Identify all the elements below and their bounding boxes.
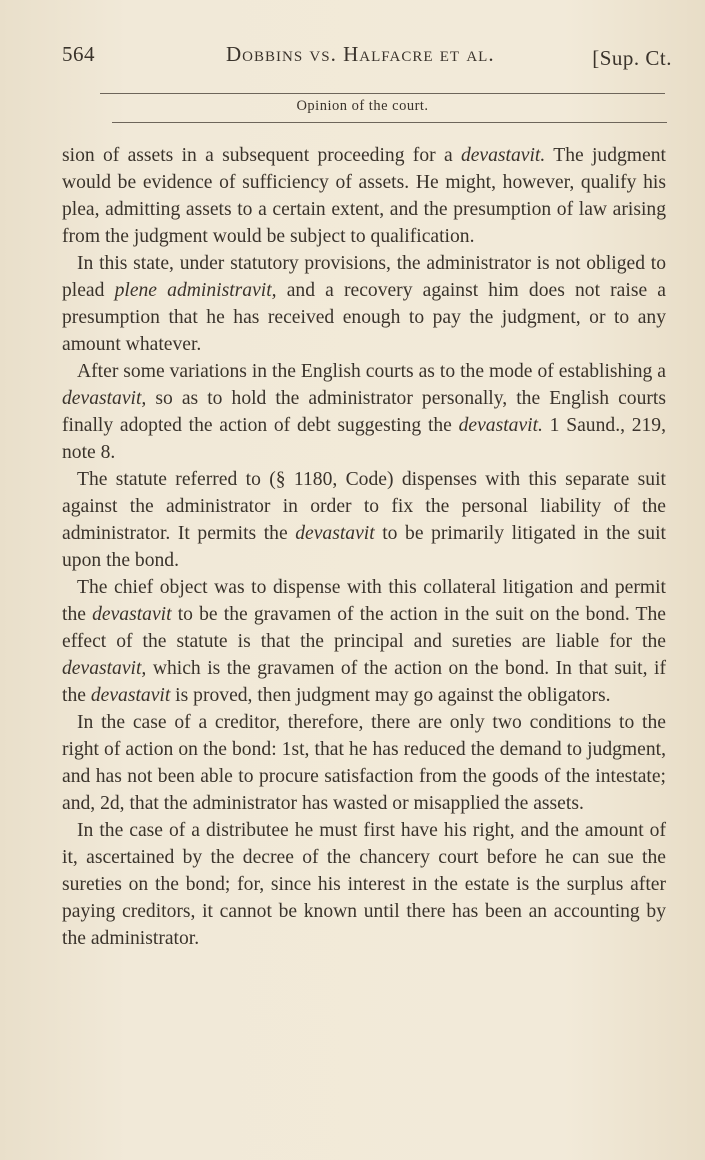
running-title: Dobbins vs. Halfacre et al. — [226, 42, 495, 66]
italic-term: devastavit, — [62, 658, 147, 679]
running-header — [62, 38, 672, 78]
italic-term: devastavit. — [458, 415, 543, 436]
italic-term: devastavit — [90, 685, 171, 706]
body-text — [62, 142, 666, 952]
paragraph: In the case of a distributee he must first have his right, and the amount of it, ascertained by the decree of the chancery court before he can sue the sureties on the bond; for, since his interest in the estate is the surplus after paying creditors, it cannot be known until there has been an accounting by the administrator. — [62, 820, 666, 949]
paragraph: After some variations in the English courts as to the mode of establishing a devastavit, so as to hold the administrator personally, the English courts finally adopted the action of debt suggesting the devastavit. 1 Saund., 219, note 8. — [62, 361, 666, 463]
paragraph: In the case of a creditor, therefore, there are only two conditions to the right of action on the bond: 1st, that he has reduced the demand to judgment, and has not been able to procure satisfaction from the goods of the intestate; and, 2d, that the administrator has wasted or misapplied the assets. — [62, 712, 666, 814]
section-subheading: Opinion of the court. — [296, 98, 429, 114]
paragraph: In this state, under statutory provisions, the administrator is not obliged to plead plene administravit, and a recovery against him does not raise a presumption that he has received enough to pay the judgment, or to any amount whatever. — [62, 253, 666, 355]
header-rule-bottom — [112, 122, 667, 123]
paragraph: sion of assets in a subsequent proceeding for a devastavit. The judgment would be evidence of sufficiency of assets. He might, however, qualify his plea, admitting assets to a certain extent, and the presumption of law arising from the judgment would be subject to qualification. — [62, 145, 666, 247]
paragraph: The statute referred to (§ 1180, Code) dispenses with this separate suit against the administrator in order to fix the personal liability of the administrator. It permits the devastavit to be primarily litigated in the suit upon the bond. — [62, 469, 666, 571]
court-label: [Sup. Ct. — [592, 46, 672, 70]
page-number: 564 — [62, 42, 95, 66]
paragraph: The chief object was to dispense with this collateral litigation and permit the devastavit to be the gravamen of the action in the suit on the bond. The effect of the statute is that the principal and sureties are liable for the devastavit, which is the gravamen of the action on the bond. In that suit, if the devastavit is proved, then judgment may go against the obligators. — [62, 577, 667, 706]
italic-term: devastavit — [295, 523, 375, 544]
header-rule-top — [100, 93, 665, 94]
italic-term: plene administravit, — [114, 280, 277, 301]
italic-term: devastavit. — [460, 145, 546, 166]
italic-term: devastavit, — [62, 388, 147, 409]
italic-term: devastavit — [92, 604, 172, 625]
